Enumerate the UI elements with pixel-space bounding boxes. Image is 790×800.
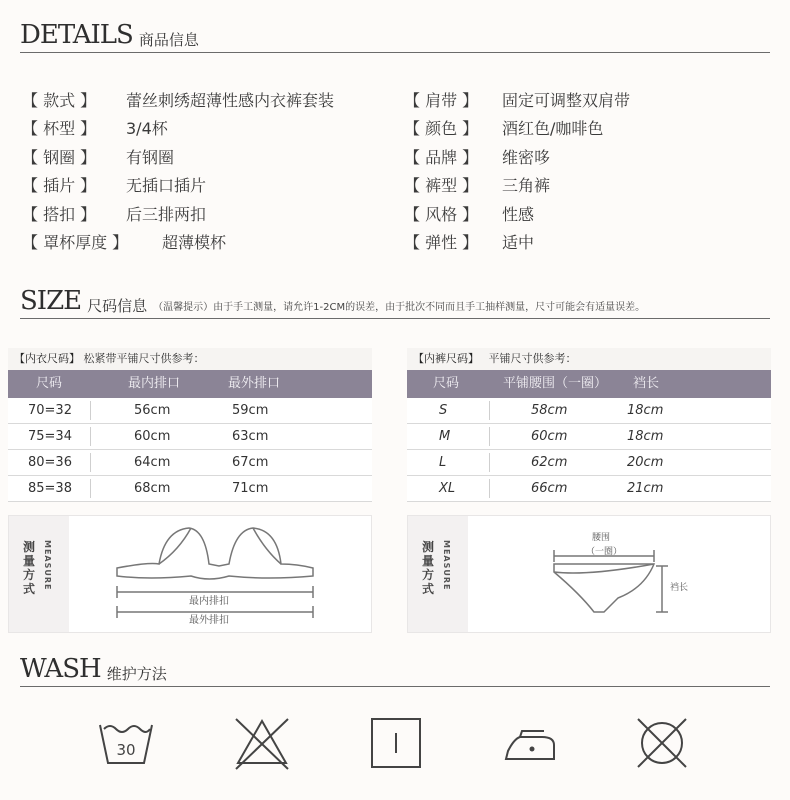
detail-right-row xyxy=(404,145,551,171)
table-cell: 21cm xyxy=(627,481,664,496)
table-row xyxy=(8,450,372,476)
table-row xyxy=(8,398,372,424)
detail-left-row xyxy=(22,202,207,228)
table-cell: 67cm xyxy=(232,455,269,470)
table-cell: M xyxy=(439,429,451,444)
detail-left-value: 后三排两扣 xyxy=(126,204,207,224)
table-row xyxy=(8,424,372,450)
details-section-header xyxy=(20,22,770,53)
detail-right-row xyxy=(404,88,631,114)
detail-right-value: 性感 xyxy=(502,204,535,224)
detail-left-key: 【 搭扣 】 xyxy=(22,204,97,224)
panty-header-crotch: 裆长 xyxy=(633,376,660,391)
size-note: （温馨提示）由于手工测量，请允许1-2CM的误差，由于批次不同而且手工抽样测量，尺寸可能会有适量误差。 xyxy=(153,302,646,313)
detail-left-row xyxy=(22,173,207,199)
table-row xyxy=(407,424,771,450)
bra-measure-label-cn: 测量方式 xyxy=(23,540,36,596)
table-cell: 60cm xyxy=(531,429,568,444)
detail-left-key: 【 款式 】 xyxy=(22,91,97,110)
detail-right-key: 【 风格 】 xyxy=(404,204,479,224)
no-tumble-dry-icon xyxy=(632,713,692,773)
table-row xyxy=(8,476,372,502)
detail-left-row xyxy=(22,145,175,171)
panty-caption-text: 平铺尺寸供参考： xyxy=(488,352,577,365)
table-cell: 71cm xyxy=(232,481,269,496)
bra-table-header xyxy=(8,370,372,398)
table-row xyxy=(407,398,771,424)
detail-right-value: 维密哆 xyxy=(502,147,551,167)
detail-right-value: 酒红色/咖啡色 xyxy=(502,119,604,139)
panty-size-table xyxy=(407,348,771,502)
panty-diagram xyxy=(408,516,772,634)
table-cell: 58cm xyxy=(531,403,568,418)
table-cell: 63cm xyxy=(232,429,269,444)
detail-left-value: 有钢圈 xyxy=(126,147,175,167)
wash-30-icon xyxy=(96,713,156,773)
bra-inner-label: 最内排扣 xyxy=(189,596,229,607)
size-section-header xyxy=(20,288,770,319)
detail-left-value: 蕾丝刺绣超薄性感内衣裤套装 xyxy=(126,91,335,110)
detail-right-key: 【 品牌 】 xyxy=(404,147,479,167)
table-cell: 18cm xyxy=(627,429,664,444)
table-cell: 68cm xyxy=(134,481,171,496)
bra-table-caption xyxy=(8,348,372,370)
table-cell: 64cm xyxy=(134,455,171,470)
details-title-en: DETAILS xyxy=(20,20,133,50)
detail-right-row xyxy=(404,202,535,228)
bra-outer-label: 最外排扣 xyxy=(189,615,229,626)
detail-left-key: 【 插片 】 xyxy=(22,176,97,196)
detail-right-row xyxy=(404,173,551,199)
details-title-cn: 商品信息 xyxy=(138,30,199,49)
panty-header-size: 尺码 xyxy=(433,376,460,391)
detail-left-key: 【 罩杯厚度 】 xyxy=(22,233,129,252)
table-cell: 18cm xyxy=(627,403,664,418)
detail-right-value: 三角裤 xyxy=(502,176,551,196)
iron-low-icon xyxy=(500,713,560,773)
detail-left-row xyxy=(22,88,335,114)
bra-measure-panel xyxy=(8,515,372,633)
panty-measure-label-cn: 测量方式 xyxy=(422,540,435,596)
wash-title-en: WASH xyxy=(20,654,101,684)
table-cell: 66cm xyxy=(531,481,568,496)
detail-left-key: 【 钢圈 】 xyxy=(22,147,97,167)
detail-left-value: 超薄模杯 xyxy=(162,233,227,252)
detail-right-key: 【 颜色 】 xyxy=(404,119,479,139)
table-cell: 75=34 xyxy=(28,429,72,444)
panty-caption-tag: 【内裤尺码】 xyxy=(413,352,479,365)
size-title-en: SIZE xyxy=(20,286,82,316)
panty-waist-label-1: 腰围 xyxy=(592,533,611,543)
bra-caption-text: 松紧带平铺尺寸供参考： xyxy=(83,352,205,365)
panty-measure-panel xyxy=(407,515,771,633)
detail-right-key: 【 肩带 】 xyxy=(404,91,479,110)
table-cell: 62cm xyxy=(531,455,568,470)
bra-size-table xyxy=(8,348,372,502)
panty-waist-label-2: （一圈） xyxy=(586,547,623,557)
panty-table-caption xyxy=(407,348,771,370)
table-cell: 60cm xyxy=(134,429,171,444)
table-cell: XL xyxy=(439,481,456,496)
table-cell: 56cm xyxy=(134,403,171,418)
detail-left-value: 3/4杯 xyxy=(126,119,168,139)
table-row xyxy=(407,450,771,476)
table-cell: 80=36 xyxy=(28,455,72,470)
detail-left-row xyxy=(22,116,168,142)
no-bleach-icon xyxy=(232,713,292,773)
panty-header-waist: 平铺腰围（一圈） xyxy=(503,376,608,391)
bra-caption-tag: 【内衣尺码】 xyxy=(14,352,80,365)
detail-right-value: 适中 xyxy=(502,233,535,252)
size-title-cn: 尺码信息 xyxy=(87,296,148,315)
wash-section-header xyxy=(20,656,770,687)
detail-left-row xyxy=(22,230,227,256)
table-cell: 70=32 xyxy=(28,403,72,418)
bra-measure-label-en: MEASURE xyxy=(43,540,52,591)
detail-right-row xyxy=(404,230,535,256)
panty-table-header xyxy=(407,370,771,398)
bra-header-inner: 最内排口 xyxy=(128,376,181,391)
detail-left-value: 无插口插片 xyxy=(126,176,207,196)
detail-right-value: 固定可调整双肩带 xyxy=(502,91,631,110)
detail-right-row xyxy=(404,116,604,142)
detail-right-key: 【 裤型 】 xyxy=(404,176,479,196)
table-cell: 59cm xyxy=(232,403,269,418)
wash-temp-text: 30 xyxy=(116,741,136,759)
table-cell: S xyxy=(439,403,448,418)
panty-measure-label-en: MEASURE xyxy=(442,540,451,591)
table-row xyxy=(407,476,771,502)
bra-header-size: 尺码 xyxy=(36,376,63,391)
detail-right-key: 【 弹性 】 xyxy=(404,233,479,252)
table-cell: 20cm xyxy=(627,455,664,470)
bra-header-outer: 最外排口 xyxy=(228,376,281,391)
table-cell: L xyxy=(439,455,447,470)
line-dry-icon xyxy=(366,713,426,773)
wash-title-cn: 维护方法 xyxy=(106,664,167,683)
panty-crotch-label: 裆长 xyxy=(670,583,689,593)
detail-left-key: 【 杯型 】 xyxy=(22,119,97,139)
table-cell: 85=38 xyxy=(28,481,72,496)
